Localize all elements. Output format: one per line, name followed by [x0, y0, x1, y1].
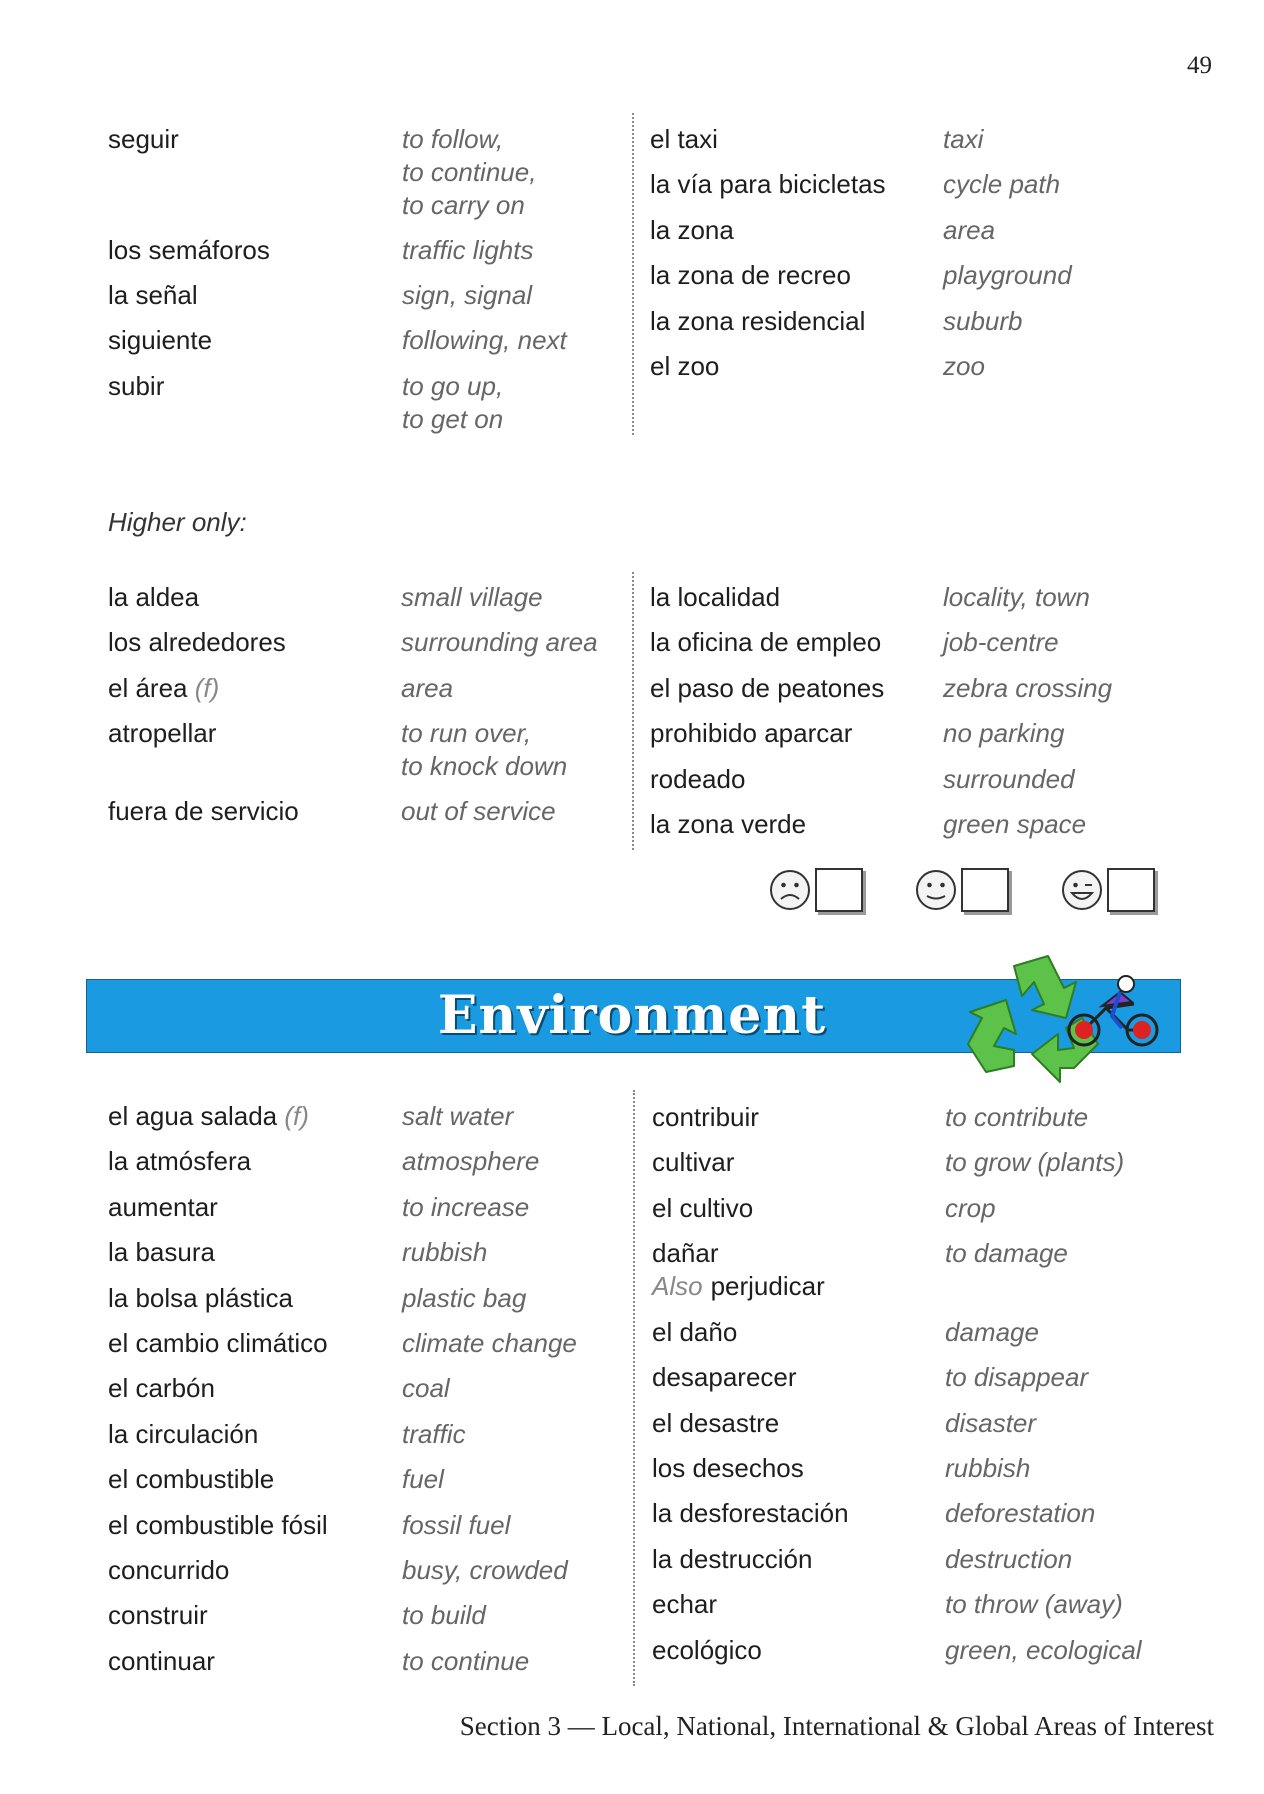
spanish-word: la zona: [650, 215, 734, 245]
spanish-word: la destrucción: [652, 1544, 813, 1574]
spanish-word: prohibido aparcar: [650, 718, 853, 748]
spanish-word: el desastre: [652, 1408, 780, 1438]
english-translation: playground: [943, 260, 1072, 290]
rating-checkbox-sad[interactable]: [815, 868, 863, 912]
english-translation: to increase: [402, 1192, 530, 1222]
spanish-word: el paso de peatones: [650, 673, 885, 703]
english-translation: green space: [943, 809, 1087, 839]
english-translation: locality, town: [943, 582, 1090, 612]
spanish-word: cultivar: [652, 1147, 735, 1177]
english-translation: no parking: [943, 718, 1065, 748]
vocab-column-s1-right: [650, 123, 1210, 423]
english-translation: taxi: [943, 124, 984, 154]
rating-checkbox-neutral[interactable]: [961, 868, 1009, 912]
english-translation: area: [401, 673, 454, 703]
spanish-word: el combustible: [108, 1464, 275, 1494]
english-translation: crop: [945, 1193, 996, 1223]
spanish-word: la oficina de empleo: [650, 627, 882, 657]
vocab-column-s3-left: [108, 1100, 628, 1680]
spanish-word: la señal: [108, 280, 198, 310]
spanish-word: los desechos: [652, 1453, 804, 1483]
column-divider: [632, 113, 634, 435]
spanish-word: la vía para bicicletas: [650, 169, 886, 199]
spanish-word: contribuir: [652, 1102, 759, 1132]
rating-neutral: [914, 868, 1009, 912]
spanish-word: [108, 672, 219, 705]
english-translation: climate change: [402, 1328, 577, 1358]
english-translation: following, next: [402, 325, 567, 355]
rating-checkbox-happy[interactable]: [1107, 868, 1155, 912]
sad-face-icon: [768, 868, 812, 912]
spanish-word: dañar: [652, 1238, 719, 1268]
spanish-word: la zona verde: [650, 809, 807, 839]
spanish-word: la basura: [108, 1237, 215, 1267]
rating-sad: [768, 868, 863, 912]
spanish-word: el zoo: [650, 351, 720, 381]
page-number: 49: [1187, 52, 1212, 79]
spanish-word: la aldea: [108, 582, 200, 612]
spanish-word: el combustible fósil: [108, 1510, 328, 1540]
spanish-word: fuera de servicio: [108, 796, 299, 826]
spanish-word: el cambio climático: [108, 1328, 328, 1358]
english-translation: fossil fuel: [402, 1510, 511, 1540]
spanish-word-text: el agua salada: [108, 1101, 278, 1131]
spanish-word: rodeado: [650, 764, 746, 794]
english-translation: job-centre: [943, 627, 1059, 657]
spanish-word: el taxi: [650, 124, 718, 154]
spanish-word: subir: [108, 371, 165, 401]
spanish-word: desaparecer: [652, 1362, 797, 1392]
neutral-face-icon: [914, 868, 958, 912]
english-translation: to run over, to knock down: [401, 718, 568, 781]
column-divider: [632, 572, 634, 850]
gender-note: (f): [194, 673, 220, 703]
english-translation: to contribute: [945, 1102, 1089, 1132]
spanish-word: el daño: [652, 1317, 738, 1347]
english-translation: destruction: [945, 1544, 1073, 1574]
section-title: Environment: [437, 985, 827, 1046]
vocab-column-s1-left: [108, 123, 628, 453]
english-translation: to grow (plants): [945, 1147, 1125, 1177]
spanish-word: el carbón: [108, 1373, 215, 1403]
english-translation: damage: [945, 1317, 1039, 1347]
english-translation: traffic lights: [402, 235, 534, 265]
english-translation: to throw (away): [945, 1589, 1123, 1619]
english-translation: to build: [402, 1600, 486, 1630]
also-label: Also: [652, 1271, 703, 1301]
cyclist-icon: [1062, 972, 1166, 1052]
english-translation: surrounding area: [401, 627, 598, 657]
spanish-word: la atmósfera: [108, 1146, 252, 1176]
english-translation: suburb: [943, 306, 1023, 336]
spanish-word: la desforestación: [652, 1498, 849, 1528]
synonym-word: perjudicar: [710, 1271, 825, 1301]
english-translation: rubbish: [945, 1453, 1031, 1483]
english-translation: small village: [401, 582, 543, 612]
english-translation: to follow, to continue, to carry on: [402, 124, 537, 220]
english-translation: salt water: [402, 1101, 514, 1131]
english-translation: to disappear: [945, 1362, 1089, 1392]
english-translation: busy, crowded: [402, 1555, 568, 1585]
spanish-word: continuar: [108, 1646, 215, 1676]
spanish-word: la localidad: [650, 582, 781, 612]
english-translation: deforestation: [945, 1498, 1096, 1528]
spanish-word: [108, 1100, 309, 1133]
spanish-word: concurrido: [108, 1555, 230, 1585]
english-translation: to damage: [945, 1238, 1068, 1268]
spanish-word: los semáforos: [108, 235, 270, 265]
spanish-word: la circulación: [108, 1419, 259, 1449]
spanish-word: construir: [108, 1600, 208, 1630]
spanish-word: seguir: [108, 124, 179, 154]
spanish-word: atropellar: [108, 718, 217, 748]
spanish-word: los alrededores: [108, 627, 286, 657]
english-translation: cycle path: [943, 169, 1061, 199]
spanish-word: el cultivo: [652, 1193, 754, 1223]
english-translation: atmosphere: [402, 1146, 540, 1176]
winking-face-icon: [1060, 868, 1104, 912]
vocab-column-s2-right: [650, 581, 1210, 841]
english-translation: surrounded: [943, 764, 1075, 794]
rating-happy: [1060, 868, 1155, 912]
spanish-word: la bolsa plástica: [108, 1283, 293, 1313]
english-translation: plastic bag: [402, 1283, 527, 1313]
higher-only-label: Higher only:: [108, 507, 247, 537]
spanish-word: aumentar: [108, 1192, 218, 1222]
column-divider: [633, 1090, 635, 1686]
english-translation: to continue: [402, 1646, 530, 1676]
english-translation: zoo: [943, 351, 985, 381]
vocab-column-s3-right: [652, 1101, 1212, 1681]
vocab-column-s2-left: [108, 581, 628, 841]
english-translation: out of service: [401, 796, 556, 826]
page-footer: Section 3 — Local, National, International & Global Areas of Interest: [459, 1711, 1214, 1741]
spanish-word: la zona residencial: [650, 306, 866, 336]
synonym-line: [652, 1270, 825, 1303]
english-translation: to go up, to get on: [402, 371, 504, 434]
english-translation: sign, signal: [402, 280, 533, 310]
english-translation: fuel: [402, 1464, 444, 1494]
english-translation: zebra crossing: [943, 673, 1113, 703]
spanish-word: siguiente: [108, 325, 213, 355]
english-translation: coal: [402, 1373, 450, 1403]
spanish-word: ecológico: [652, 1635, 762, 1665]
gender-note: (f): [284, 1101, 309, 1131]
english-translation: disaster: [945, 1408, 1037, 1438]
english-translation: area: [943, 215, 996, 245]
english-translation: rubbish: [402, 1237, 488, 1267]
english-translation: green, ecological: [945, 1635, 1142, 1665]
spanish-word: la zona de recreo: [650, 260, 851, 290]
spanish-word-text: el área: [108, 673, 188, 703]
english-translation: traffic: [402, 1419, 466, 1449]
spanish-word: echar: [652, 1589, 718, 1619]
